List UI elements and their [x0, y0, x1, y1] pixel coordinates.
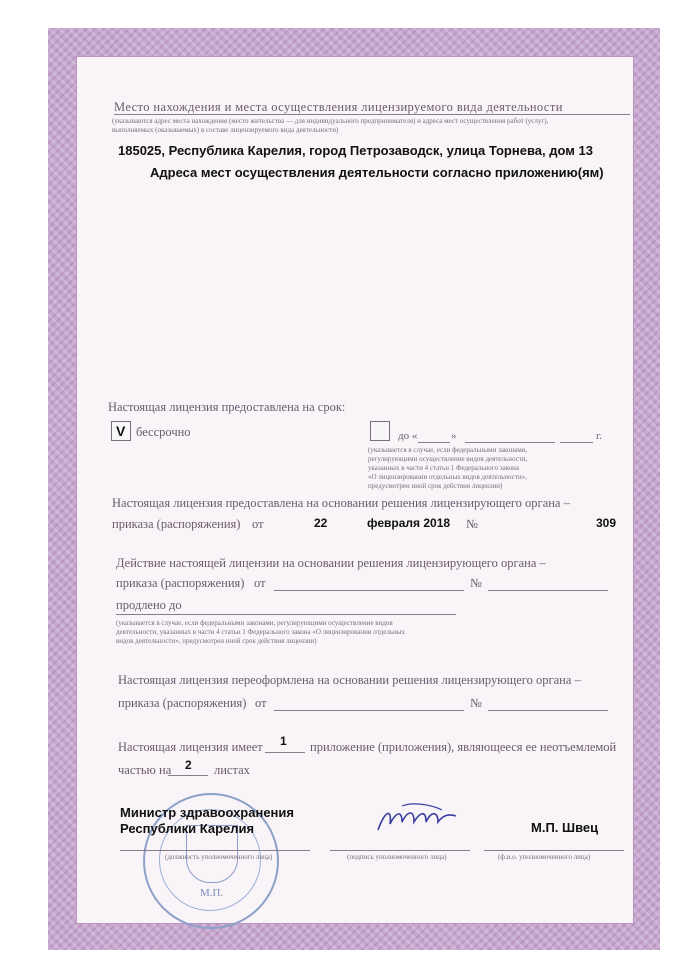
- extension-order: приказа (распоряжения): [116, 576, 245, 590]
- signer-position-1: Министр здравоохранения: [120, 805, 294, 820]
- until-year-line: [560, 442, 593, 443]
- stamp-mp: М.П.: [200, 887, 224, 899]
- attachments-sheets: 2: [185, 758, 192, 772]
- extension-prolonged-line: [116, 614, 456, 615]
- extension-note-3: видов деятельности», предусмотрен иной срок действия лицензии): [116, 637, 317, 645]
- checkbox-mark: V: [116, 423, 126, 439]
- address-value: 185025, Республика Карелия, город Петрозаводск, улица Торнева, дом 13: [118, 143, 593, 158]
- basis-line1: Настоящая лицензия предоставлена на основании решения лицензирующего органа –: [112, 496, 570, 510]
- term-date-checkbox[interactable]: [370, 421, 390, 441]
- extension-note-2: деятельности, указанных в части 4 статьи 1 Федерального закона «О лицензировании отдельных: [116, 628, 405, 636]
- extension-from: от: [254, 576, 266, 590]
- addresses-note: Адреса мест осуществления деятельности согласно приложению(ям): [150, 165, 604, 180]
- indefinite-label: бессрочно: [136, 425, 191, 439]
- caption-position: (должность уполномоченного лица): [165, 853, 273, 861]
- attachments-count-line: [265, 752, 305, 753]
- location-note-1: (указываются адрес места нахождения (место жительства — для индивидуального предпринимателя) и адреса мест осуществления работ (услуг),: [112, 117, 549, 125]
- extension-number-line: [488, 590, 608, 591]
- term-heading: Настоящая лицензия предоставлена на срок:: [108, 400, 346, 414]
- term-note-5: предусмотрен иной срок действия лицензии): [368, 482, 503, 490]
- basis-day: 22: [314, 516, 328, 530]
- signature-image: [372, 798, 462, 838]
- location-note-2: выполняемых (оказываемых) в составе лицензируемого вида деятельности): [112, 126, 339, 134]
- caption-name: (ф.и.о. уполномоченного лица): [498, 853, 591, 861]
- reissue-order: приказа (распоряжения): [118, 696, 247, 710]
- reissue-date-line: [274, 710, 464, 711]
- term-note-4: «О лицензировании отдельных видов деятельности»,: [368, 473, 527, 481]
- year-label: г.: [596, 430, 603, 442]
- attachments-text2: приложение (приложения), являющееся ее неотъемлемой: [310, 740, 617, 754]
- signature-line: [330, 850, 470, 851]
- until-day-line: [418, 442, 450, 443]
- basis-no: №: [466, 517, 478, 531]
- extension-line1: Действие настоящей лицензии на основании решения лицензирующего органа –: [116, 556, 546, 570]
- basis-from: от: [252, 517, 264, 531]
- extension-no: №: [470, 576, 482, 590]
- attachments-text3: частью на: [118, 763, 172, 777]
- extension-date-line: [274, 590, 464, 591]
- extension-note-1: (указывается в случае, если федеральными законами, регулирующими осуществление видов: [116, 619, 393, 627]
- term-note-2: регулирующими осуществление видов деятельности,: [368, 455, 528, 463]
- signer-name: М.П. Швец: [531, 820, 599, 835]
- location-line: [114, 114, 630, 115]
- signer-position-2: Республики Карелия: [120, 821, 255, 836]
- reissue-from: от: [255, 696, 267, 710]
- reissue-number-line: [488, 710, 608, 711]
- caption-signature: (подпись уполномоченного лица): [347, 853, 447, 861]
- basis-month-year: февраля 2018: [367, 516, 451, 530]
- term-note-1: (указывается в случае, если федеральными законами,: [368, 446, 528, 454]
- until-month-line: [465, 442, 555, 443]
- reissue-line1: Настоящая лицензия переоформлена на основании решения лицензирующего органа –: [118, 673, 581, 687]
- term-note-3: указанных в части 4 статьи 1 Федерального закона: [368, 464, 520, 472]
- name-line: [484, 850, 624, 851]
- position-line: [120, 850, 310, 851]
- license-page: [76, 56, 634, 924]
- attachments-text1: Настоящая лицензия имеет: [118, 740, 263, 754]
- attachments-text4: листах: [214, 763, 250, 777]
- reissue-no: №: [470, 696, 482, 710]
- until-quote: »: [451, 430, 457, 442]
- attachments-count: 1: [280, 734, 287, 748]
- attachments-sheets-line: [168, 775, 208, 776]
- basis-order: приказа (распоряжения): [112, 517, 241, 531]
- location-heading: Место нахождения и места осуществления лицензируемого вида деятельности: [114, 100, 563, 114]
- extension-prolonged: продлено до: [116, 598, 182, 612]
- until-label: до «: [398, 430, 418, 442]
- basis-number: 309: [596, 516, 617, 530]
